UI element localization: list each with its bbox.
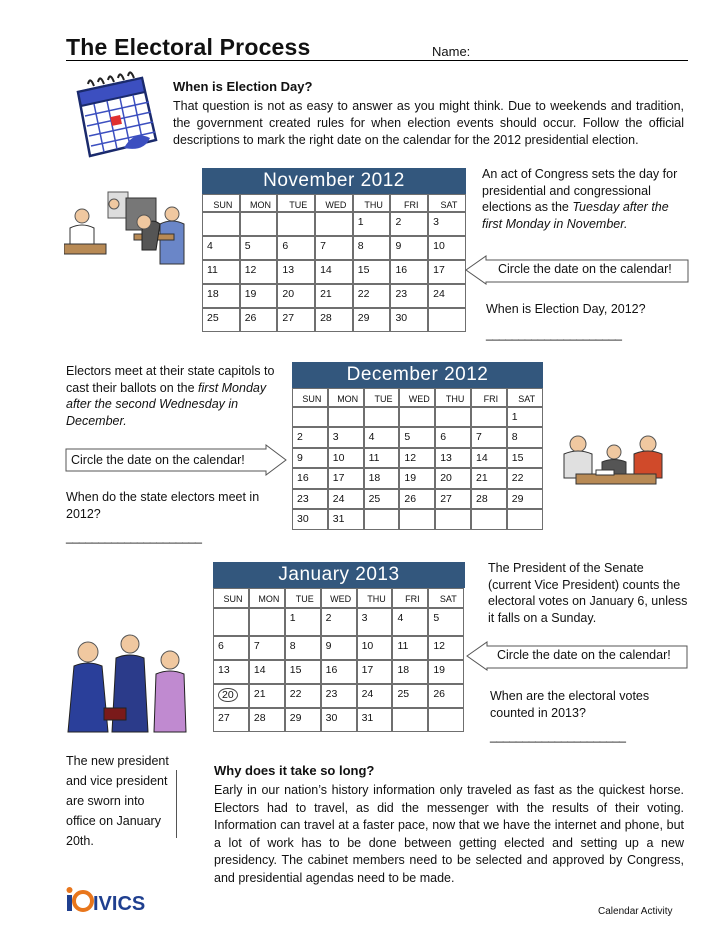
november-day-number: 24 <box>433 288 445 300</box>
january-day-number: 2 <box>325 612 332 624</box>
january-day-cell[interactable] <box>213 636 249 660</box>
january-day-number: 31 <box>361 712 374 724</box>
voting-people-icon <box>64 184 192 268</box>
january-calendar <box>213 588 464 732</box>
december-day-number: 26 <box>404 492 417 505</box>
november-day-cell[interactable] <box>277 260 315 284</box>
november-day-number: 15 <box>357 264 370 276</box>
january-day-cell[interactable] <box>392 708 428 732</box>
november-day-number: 25 <box>207 312 219 324</box>
january-day-number: 10 <box>361 640 374 652</box>
november-day-number: 14 <box>320 264 332 276</box>
december-day-cell[interactable] <box>399 407 435 427</box>
november-day-cell[interactable] <box>428 308 466 332</box>
november-day-cell[interactable] <box>202 260 240 284</box>
january-dow-fri: FRI <box>392 588 428 608</box>
november-note-plain: An act of Congress sets the day for presidential and congressional elections as the <box>482 167 678 214</box>
december-day-number: 2 <box>297 431 303 443</box>
november-day-cell[interactable] <box>277 308 315 332</box>
december-day-number: 31 <box>332 513 345 525</box>
november-day-number: 22 <box>357 288 370 300</box>
january-day-number: 7 <box>253 640 260 652</box>
december-note-plain: Electors meet at their state capitols to cast their ballots on the <box>66 364 275 395</box>
january-day-number: 19 <box>433 664 446 676</box>
december-day-cell[interactable] <box>507 509 543 530</box>
inauguration-people-icon <box>64 630 192 746</box>
november-day-number: 1 <box>357 216 364 228</box>
december-day-cell[interactable] <box>471 448 507 469</box>
footer-activity-label: Calendar Activity <box>598 906 673 917</box>
january-day-cell[interactable] <box>428 708 464 732</box>
inauguration-note: The new president and vice president are sworn into office on January 20th. <box>66 754 169 848</box>
december-day-number: 22 <box>511 472 524 484</box>
november-day-cell[interactable] <box>277 212 315 236</box>
january-day-number: 13 <box>218 664 230 676</box>
november-day-number: 23 <box>395 288 408 300</box>
december-day-number: 7 <box>475 431 482 443</box>
december-day-cell[interactable] <box>435 468 471 489</box>
december-day-cell[interactable] <box>435 448 471 469</box>
december-day-number: 4 <box>368 431 375 443</box>
november-day-number: 19 <box>244 288 257 300</box>
november-callout-text: Circle the date on the calendar! <box>498 262 672 276</box>
november-day-number: 8 <box>357 240 364 252</box>
january-day-number: 20 <box>218 688 238 702</box>
january-day-number: 9 <box>325 640 332 652</box>
november-day-cell[interactable] <box>390 212 428 236</box>
january-day-cell[interactable] <box>428 684 464 708</box>
january-answer-blank[interactable]: _____________________ <box>490 729 626 743</box>
december-day-number: 3 <box>332 431 339 443</box>
december-day-number: 28 <box>475 492 488 505</box>
december-day-cell[interactable] <box>364 448 400 469</box>
november-note-italic: Tuesday after the first Monday in November. <box>482 200 669 231</box>
december-day-cell[interactable] <box>507 468 543 489</box>
january-day-number: 15 <box>289 664 302 676</box>
november-day-number: 3 <box>433 216 439 228</box>
january-dow-thu: THU <box>357 588 393 608</box>
title-rule <box>66 60 688 61</box>
december-day-cell[interactable] <box>435 509 471 530</box>
december-note <box>66 363 276 429</box>
january-day-number: 5 <box>433 612 440 624</box>
december-day-cell[interactable] <box>435 407 471 427</box>
intro-text: That question is not as easy to answer as you might think. Due to weekends and tradition, the government created rules for when election events should occur. Follow the official descriptions to mark the right date on the calendar for the 2012 presidential election. <box>173 99 684 147</box>
december-day-number: 16 <box>297 472 309 484</box>
january-day-cell[interactable] <box>249 684 285 708</box>
january-dow-mon: MON <box>249 588 285 608</box>
november-day-cell[interactable] <box>353 260 391 284</box>
january-day-number: 17 <box>361 664 374 676</box>
january-day-number: 8 <box>289 640 296 652</box>
december-day-cell[interactable] <box>471 509 507 530</box>
december-day-number: 18 <box>368 472 381 484</box>
december-day-cell[interactable] <box>292 489 328 510</box>
january-day-number: 28 <box>253 712 266 724</box>
december-day-number: 21 <box>475 472 488 484</box>
january-dow-sat: SAT <box>428 588 464 608</box>
november-day-cell[interactable] <box>315 236 353 260</box>
january-day-number: 18 <box>397 664 410 676</box>
november-day-number: 16 <box>395 264 408 276</box>
january-day-cell[interactable] <box>428 608 464 636</box>
november-dow-wed: WED <box>315 194 353 212</box>
november-dow-thu: THU <box>353 194 391 212</box>
december-day-cell[interactable] <box>435 489 471 510</box>
november-day-number: 11 <box>207 264 218 276</box>
november-day-number: 20 <box>282 288 295 300</box>
january-day-cell[interactable] <box>213 608 249 636</box>
december-day-cell[interactable] <box>507 407 543 427</box>
november-callout <box>464 254 692 286</box>
november-day-cell[interactable] <box>315 284 353 308</box>
december-dow-tue: TUE <box>364 388 400 407</box>
january-day-cell[interactable] <box>357 608 393 636</box>
page-title: The Electoral Process <box>66 34 311 60</box>
november-day-number: 9 <box>395 240 402 252</box>
january-day-cell[interactable] <box>357 660 393 684</box>
january-day-number: 22 <box>289 688 302 700</box>
january-day-number: 12 <box>433 640 446 652</box>
november-day-cell[interactable] <box>428 260 466 284</box>
electors-meeting-icon <box>556 430 672 494</box>
november-day-number: 30 <box>395 312 408 324</box>
january-day-cell[interactable] <box>213 708 249 732</box>
december-dow-wed: WED <box>399 388 435 407</box>
november-day-number: 27 <box>282 312 295 324</box>
december-day-cell[interactable] <box>328 489 364 510</box>
december-day-cell[interactable] <box>328 468 364 489</box>
november-day-number: 21 <box>320 288 332 300</box>
december-day-cell[interactable] <box>507 427 543 448</box>
november-day-cell[interactable] <box>240 212 278 236</box>
december-day-number: 1 <box>511 411 518 423</box>
december-day-cell[interactable] <box>507 489 543 510</box>
december-day-cell[interactable] <box>292 468 328 489</box>
january-question: When are the electoral votes counted in 2013? <box>490 689 650 720</box>
january-dow-wed: WED <box>321 588 357 608</box>
november-day-cell[interactable] <box>202 284 240 308</box>
november-day-number: 13 <box>282 264 295 276</box>
december-day-number: 25 <box>368 492 381 505</box>
january-day-number: 14 <box>253 664 266 676</box>
november-day-number: 28 <box>320 312 332 324</box>
december-day-cell[interactable] <box>364 509 400 530</box>
january-day-number: 4 <box>397 612 404 624</box>
november-day-cell[interactable] <box>315 212 353 236</box>
january-day-cell[interactable] <box>249 608 285 636</box>
january-day-number: 6 <box>218 640 224 652</box>
january-day-cell[interactable] <box>285 636 321 660</box>
january-day-number: 29 <box>289 712 302 724</box>
november-day-number: 6 <box>282 240 289 252</box>
december-day-cell[interactable] <box>364 407 400 427</box>
december-day-cell[interactable] <box>364 468 400 489</box>
december-day-number: 10 <box>332 451 345 464</box>
november-dow-fri: FRI <box>390 194 428 212</box>
november-day-number: 29 <box>357 312 370 324</box>
january-day-number: 16 <box>325 664 338 676</box>
calendar-clipart-icon <box>64 70 164 162</box>
closing-heading: Why does it take so long? <box>214 763 375 778</box>
november-day-cell[interactable] <box>202 212 240 236</box>
december-callout-text: Circle the date on the calendar! <box>71 453 245 467</box>
january-dow-sun: SUN <box>213 588 249 608</box>
january-day-number: 27 <box>218 712 230 724</box>
january-day-cell[interactable] <box>213 660 249 684</box>
december-day-cell[interactable] <box>399 489 435 510</box>
january-day-cell[interactable] <box>249 636 285 660</box>
december-day-cell[interactable] <box>471 489 507 510</box>
december-dow-sat: SAT <box>507 388 543 407</box>
january-day-cell[interactable] <box>321 636 357 660</box>
december-calendar <box>292 388 543 530</box>
november-calendar <box>202 194 466 332</box>
january-day-number: 1 <box>289 612 296 624</box>
december-day-number: 15 <box>511 451 524 464</box>
december-day-number: 14 <box>475 451 488 464</box>
november-day-number: 12 <box>244 264 257 276</box>
icivics-logo <box>66 886 158 914</box>
november-day-number: 4 <box>207 240 213 252</box>
december-day-number: 24 <box>332 492 345 505</box>
november-note <box>482 166 687 232</box>
january-day-cell[interactable] <box>357 636 393 660</box>
november-day-cell[interactable] <box>240 260 278 284</box>
november-day-cell[interactable] <box>353 212 391 236</box>
december-day-cell[interactable] <box>364 427 400 448</box>
december-day-number: 27 <box>440 492 452 505</box>
january-note: The President of the Senate (current Vice President) counts the electoral votes on January 6, unless it falls on a Sunday. <box>488 561 688 625</box>
december-day-cell[interactable] <box>471 427 507 448</box>
december-day-cell[interactable] <box>364 489 400 510</box>
december-day-cell[interactable] <box>328 407 364 427</box>
november-day-cell[interactable] <box>315 260 353 284</box>
december-day-number: 9 <box>297 451 303 464</box>
november-day-cell[interactable] <box>240 284 278 308</box>
november-day-cell[interactable] <box>353 308 391 332</box>
january-day-cell[interactable] <box>392 660 428 684</box>
november-day-cell[interactable] <box>428 284 466 308</box>
january-day-cell[interactable] <box>321 684 357 708</box>
january-day-cell[interactable] <box>249 708 285 732</box>
january-day-cell[interactable] <box>357 708 393 732</box>
november-day-cell[interactable] <box>240 308 278 332</box>
january-day-number: 23 <box>325 688 338 700</box>
november-day-cell[interactable] <box>277 236 315 260</box>
november-day-number: 5 <box>244 240 251 252</box>
november-day-number: 18 <box>207 288 219 300</box>
november-day-cell[interactable] <box>315 308 353 332</box>
december-day-cell[interactable] <box>328 448 364 469</box>
january-day-cell[interactable] <box>285 684 321 708</box>
january-day-cell[interactable] <box>428 636 464 660</box>
december-day-cell[interactable] <box>292 407 328 427</box>
december-day-number: 20 <box>440 472 452 484</box>
january-day-number: 21 <box>253 688 266 700</box>
december-day-number: 12 <box>404 451 417 464</box>
december-day-cell[interactable] <box>399 427 435 448</box>
november-day-number: 10 <box>433 240 445 252</box>
january-callout-text: Circle the date on the calendar! <box>497 648 671 662</box>
november-day-cell[interactable] <box>390 260 428 284</box>
january-day-number: 25 <box>397 688 410 700</box>
november-question: When is Election Day, 2012? <box>486 302 646 316</box>
january-day-number: 11 <box>397 640 409 652</box>
december-day-cell[interactable] <box>435 427 471 448</box>
december-note-italic: first Monday after the second Wednesday in December. <box>66 380 267 428</box>
january-day-cell[interactable] <box>321 708 357 732</box>
november-day-cell[interactable] <box>390 236 428 260</box>
january-day-cell[interactable] <box>321 660 357 684</box>
december-day-cell[interactable] <box>471 468 507 489</box>
january-day-cell[interactable] <box>392 636 428 660</box>
name-label: Name: <box>432 44 471 59</box>
intro-heading: When is Election Day? <box>173 79 313 94</box>
december-day-cell[interactable] <box>399 509 435 530</box>
november-dow-sun: SUN <box>202 194 240 212</box>
january-day-number: 26 <box>433 688 446 700</box>
january-day-cell[interactable] <box>285 608 321 636</box>
svg-text:IVICS: IVICS <box>93 893 146 914</box>
january-dow-tue: TUE <box>285 588 321 608</box>
december-day-cell[interactable] <box>328 509 364 530</box>
november-day-cell[interactable] <box>202 236 240 260</box>
december-day-number: 17 <box>332 472 345 484</box>
december-day-number: 19 <box>404 472 417 484</box>
january-day-number: 24 <box>361 688 374 700</box>
november-answer-blank[interactable]: _____________________ <box>486 327 622 341</box>
november-day-number: 26 <box>244 312 257 324</box>
january-day-cell[interactable] <box>213 684 249 708</box>
december-day-number: 30 <box>297 513 309 525</box>
december-callout <box>64 443 290 477</box>
december-day-cell[interactable] <box>292 448 328 469</box>
december-day-cell[interactable] <box>399 448 435 469</box>
november-day-cell[interactable] <box>428 212 466 236</box>
november-day-cell[interactable] <box>390 308 428 332</box>
december-day-cell[interactable] <box>328 427 364 448</box>
december-answer-blank[interactable]: _____________________ <box>66 530 202 544</box>
november-dow-tue: TUE <box>277 194 315 212</box>
december-day-number: 6 <box>440 431 447 443</box>
november-day-cell[interactable] <box>240 236 278 260</box>
january-day-cell[interactable] <box>249 660 285 684</box>
december-day-cell[interactable] <box>399 468 435 489</box>
december-day-cell[interactable] <box>471 407 507 427</box>
january-day-cell[interactable] <box>285 660 321 684</box>
december-dow-mon: MON <box>328 388 364 407</box>
closing-text: Early in our nation’s history information only traveled as fast as the quickest horse. Electors had to travel, as did the messenger with the results of their voting. Information can travel at a faster pace, now that we have the internet and phone, but a lot of work has to be done between getting elected and setting up a new presidency. The cabinet members need to be selected and approved by Congress, and presidential agendas need to be made. <box>214 783 684 885</box>
december-calendar-title: December 2012 <box>292 362 543 388</box>
december-day-cell[interactable] <box>292 427 328 448</box>
december-day-cell[interactable] <box>507 448 543 469</box>
january-calendar-title: January 2013 <box>213 562 465 588</box>
december-dow-sun: SUN <box>292 388 328 407</box>
november-day-number: 2 <box>395 216 402 228</box>
november-day-cell[interactable] <box>390 284 428 308</box>
november-day-number: 17 <box>433 264 445 276</box>
november-dow-sat: SAT <box>428 194 466 212</box>
january-day-cell[interactable] <box>285 708 321 732</box>
january-day-cell[interactable] <box>357 684 393 708</box>
january-day-cell[interactable] <box>392 608 428 636</box>
december-day-number: 23 <box>297 492 309 505</box>
december-day-number: 5 <box>404 431 411 443</box>
december-day-number: 8 <box>511 431 518 443</box>
january-day-cell[interactable] <box>392 684 428 708</box>
january-day-number: 3 <box>361 612 368 624</box>
january-day-cell[interactable] <box>321 608 357 636</box>
november-calendar-title: November 2012 <box>202 168 466 194</box>
inauguration-divider <box>176 770 177 838</box>
november-day-number: 7 <box>320 240 326 252</box>
november-day-cell[interactable] <box>353 284 391 308</box>
november-dow-mon: MON <box>240 194 278 212</box>
november-day-cell[interactable] <box>428 236 466 260</box>
december-day-number: 11 <box>368 451 380 464</box>
january-day-cell[interactable] <box>428 660 464 684</box>
december-dow-fri: FRI <box>471 388 507 407</box>
december-day-number: 29 <box>511 492 524 505</box>
december-day-number: 13 <box>440 451 452 464</box>
january-day-number: 30 <box>325 712 338 724</box>
december-day-cell[interactable] <box>292 509 328 530</box>
january-callout <box>465 640 691 672</box>
november-day-cell[interactable] <box>277 284 315 308</box>
november-day-cell[interactable] <box>202 308 240 332</box>
december-dow-thu: THU <box>435 388 471 407</box>
november-day-cell[interactable] <box>353 236 391 260</box>
december-question: When do the state electors meet in 2012? <box>66 490 260 521</box>
